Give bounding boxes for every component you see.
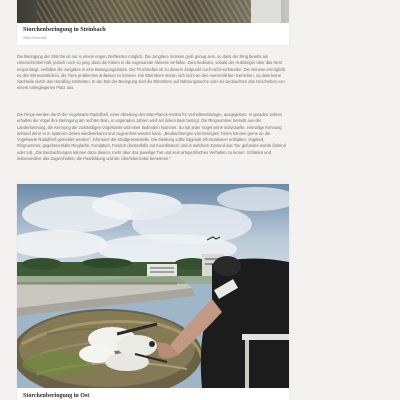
stork-ringing-photo[interactable]	[17, 184, 289, 388]
top-figure-photo-credit: Silke Hörschelt	[23, 36, 47, 40]
nest-texture	[37, 0, 257, 23]
main-figure-caption-title: Storchenberingung in Ost	[23, 393, 90, 399]
photo-highlight	[251, 0, 281, 23]
article-paragraph-2: Die Ringe werden durch die Vogelwarte Radolfzell, einer Abteilung des Max-Planck-Institut für Verhaltensbiologie, ausgegeben. In geraden Jahren erhalten die Vögel ihre Beringung am rechten Bein, in ungeraden Jahren wird am linken Bein beringt. Die Ringnummer besteht aus der Länderkennung, die Kennung der zuständigen Vogelwarte und einer laufenden Nummer. So hat jeder Vogel seine individuelle, einmalige Kennung anhand derer er in späteren Zeiten wiedererkannt und zugeordnet werden kann. „Beobachtungen von beringten Tieren können gerne an die Vogelwarte Radolfzell gemeldet werden", informiert die Stadtpressestelle. Die Meldung sollte folgende Informationen enthalten: Vogelart, Ringnummer, gegebenenfalls Ringfarbe, Fundatum, Fundort (bestenfalls mit Koordinaten) und in welchem Zustand das Tier gefunden wurde (lebend oder tot). „Die Beobachtungen können dazu dienen, mehr über das jeweilige Tier und sein artspezifisches Verhalten zu lernen. Schäden und insbesondere das Zugverhalten, die Paarbildung und die Überlebensrate benennen."	[17, 112, 286, 162]
article-paragraph-1: Die Beringung der Störche ist nur in einem engen Zeitfenster möglich. Die Jungtiere müssen groß genug sein, so dass der Ring bereits am Unterschenkel hält, jedoch noch so jung, dass die Küken in die sogenannte Akinese verfallen. Dies bedeutet, sobald der Hubsteiger über das Nest emporsteigt, verfallen die Jungtiere in eine Bewegungsstarre. Der Fluchtreflex ist zu diesem Zeitpunkt noch nicht vorhanden. Die Akinese ermöglicht es den Ehrenamtlichen, die Tiere problemlos anfassen zu können. Die Elterntiere stören sich nicht an den menschlichen Gerüchen, so dass keine Nachteile durch das Handling entstehen. In der Zeit der Beringung sind die Elterntiere auf Nahrungssuche oder sie beobachten das Geschehen von einem naheglegenen Platz aus.	[17, 54, 286, 91]
stork-nest-photo-top[interactable]	[17, 0, 289, 23]
main-figure	[17, 184, 289, 400]
top-figure-caption-title: Storchenberingung in Steinbach	[23, 27, 106, 33]
top-figure	[17, 0, 289, 45]
